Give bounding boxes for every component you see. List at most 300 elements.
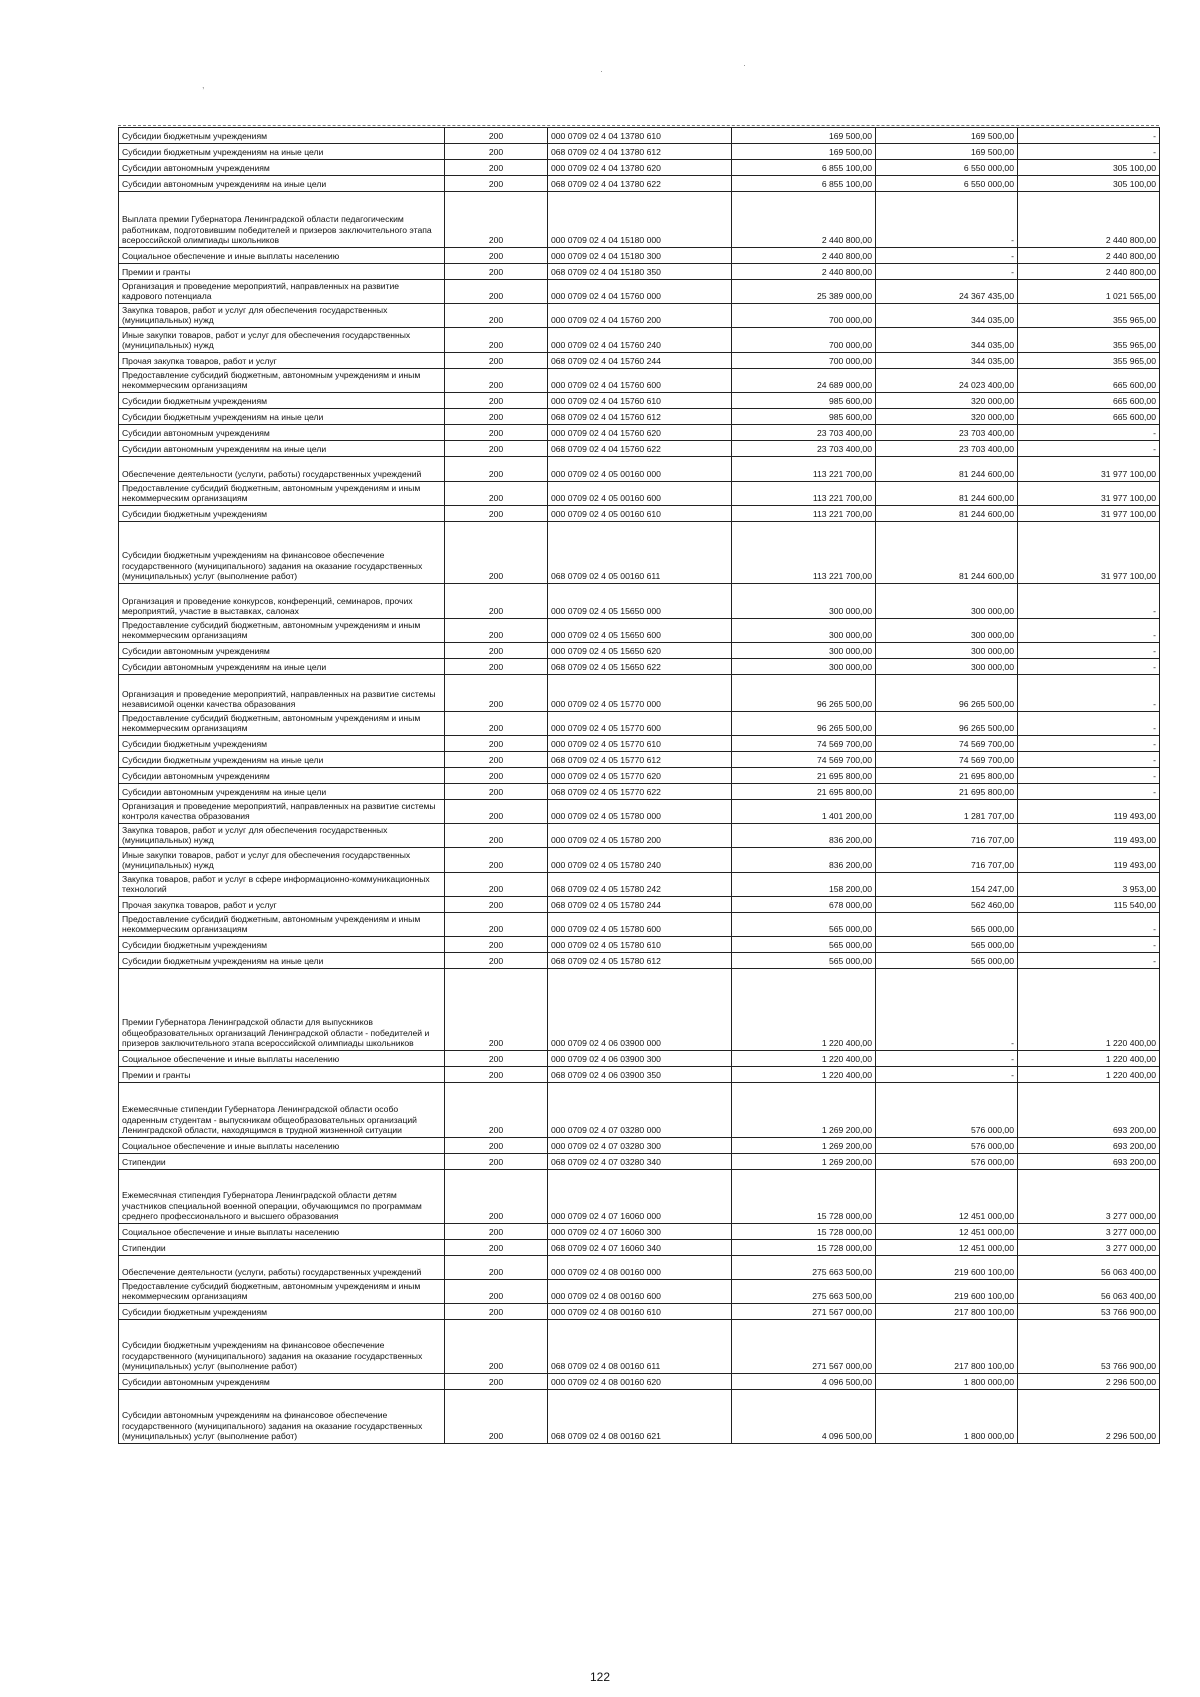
cell-unexecuted: 1 220 400,00 bbox=[1018, 1067, 1160, 1083]
cell-unexecuted: 2 296 500,00 bbox=[1018, 1374, 1160, 1390]
cell-executed: 576 000,00 bbox=[876, 1083, 1018, 1138]
cell-kbk: 000 0709 02 4 05 00160 600 bbox=[548, 482, 732, 506]
cell-unexecuted: - bbox=[1018, 736, 1160, 752]
cell-kbk: 000 0709 02 4 04 15760 600 bbox=[548, 369, 732, 393]
cell-name: Субсидии автономным учреждениям на финансовое обеспечение государственного (муниципального) задания на оказание государственных (муниципальных) услуг (выполнение работ) bbox=[119, 1390, 445, 1444]
cell-approved: 678 000,00 bbox=[732, 897, 876, 913]
cell-name: Закупка товаров, работ и услуг в сфере информационно-коммуникационных технологий bbox=[119, 873, 445, 897]
cell-code: 200 bbox=[445, 409, 548, 425]
table-top-edge bbox=[118, 125, 1159, 126]
cell-name: Субсидии бюджетным учреждениям на иные цели bbox=[119, 752, 445, 768]
cell-unexecuted: - bbox=[1018, 913, 1160, 937]
cell-executed: 344 035,00 bbox=[876, 328, 1018, 353]
cell-unexecuted: 693 200,00 bbox=[1018, 1138, 1160, 1154]
cell-code: 200 bbox=[445, 824, 548, 848]
cell-executed: 74 569 700,00 bbox=[876, 736, 1018, 752]
cell-kbk: 000 0709 02 4 08 00160 620 bbox=[548, 1374, 732, 1390]
cell-executed: 300 000,00 bbox=[876, 584, 1018, 619]
cell-code: 200 bbox=[445, 425, 548, 441]
table-row bbox=[119, 1067, 1160, 1083]
cell-name: Социальное обеспечение и иные выплаты населению bbox=[119, 1224, 445, 1240]
cell-executed: 716 707,00 bbox=[876, 848, 1018, 873]
cell-code: 200 bbox=[445, 1170, 548, 1224]
cell-unexecuted: 31 977 100,00 bbox=[1018, 522, 1160, 584]
cell-kbk: 000 0709 02 4 05 00160 000 bbox=[548, 457, 732, 482]
table-row bbox=[119, 1083, 1160, 1138]
cell-kbk: 068 0709 02 4 05 15770 612 bbox=[548, 752, 732, 768]
cell-executed: 320 000,00 bbox=[876, 393, 1018, 409]
cell-approved: 96 265 500,00 bbox=[732, 712, 876, 736]
cell-approved: 4 096 500,00 bbox=[732, 1374, 876, 1390]
cell-unexecuted: 56 063 400,00 bbox=[1018, 1280, 1160, 1304]
cell-name: Субсидии автономным учреждениям bbox=[119, 425, 445, 441]
cell-code: 200 bbox=[445, 128, 548, 144]
budget-table-body bbox=[119, 128, 1160, 1444]
cell-code: 200 bbox=[445, 1304, 548, 1320]
cell-unexecuted: 355 965,00 bbox=[1018, 353, 1160, 369]
cell-name: Социальное обеспечение и иные выплаты населению bbox=[119, 1138, 445, 1154]
cell-kbk: 000 0709 02 4 05 15650 600 bbox=[548, 619, 732, 643]
table-row bbox=[119, 264, 1160, 280]
cell-name: Субсидии бюджетным учреждениям bbox=[119, 393, 445, 409]
cell-code: 200 bbox=[445, 675, 548, 712]
cell-unexecuted: 305 100,00 bbox=[1018, 160, 1160, 176]
cell-executed: 300 000,00 bbox=[876, 659, 1018, 675]
table-row bbox=[119, 409, 1160, 425]
cell-code: 200 bbox=[445, 643, 548, 659]
table-row bbox=[119, 192, 1160, 248]
cell-name: Субсидии бюджетным учреждениям на иные цели bbox=[119, 953, 445, 969]
cell-kbk: 000 0709 02 4 07 16060 000 bbox=[548, 1170, 732, 1224]
cell-name: Субсидии бюджетным учреждениям на иные цели bbox=[119, 409, 445, 425]
cell-kbk: 000 0709 02 4 05 15770 620 bbox=[548, 768, 732, 784]
cell-unexecuted: 355 965,00 bbox=[1018, 328, 1160, 353]
table-row bbox=[119, 584, 1160, 619]
cell-executed: 219 600 100,00 bbox=[876, 1280, 1018, 1304]
cell-executed: 344 035,00 bbox=[876, 353, 1018, 369]
cell-kbk: 000 0709 02 4 05 15780 200 bbox=[548, 824, 732, 848]
cell-executed: 300 000,00 bbox=[876, 643, 1018, 659]
cell-name: Субсидии бюджетным учреждениям на иные цели bbox=[119, 144, 445, 160]
page-number: 122 bbox=[589, 1670, 611, 1684]
cell-kbk: 000 0709 02 4 04 15760 620 bbox=[548, 425, 732, 441]
cell-name: Субсидии автономным учреждениям на иные цели bbox=[119, 176, 445, 192]
cell-unexecuted: 665 600,00 bbox=[1018, 393, 1160, 409]
cell-name: Социальное обеспечение и иные выплаты населению bbox=[119, 1051, 445, 1067]
cell-code: 200 bbox=[445, 144, 548, 160]
cell-unexecuted: 3 277 000,00 bbox=[1018, 1170, 1160, 1224]
cell-unexecuted: 53 766 900,00 bbox=[1018, 1304, 1160, 1320]
table-row bbox=[119, 1170, 1160, 1224]
table-row bbox=[119, 1304, 1160, 1320]
cell-executed: 169 500,00 bbox=[876, 128, 1018, 144]
cell-kbk: 000 0709 02 4 07 16060 300 bbox=[548, 1224, 732, 1240]
cell-approved: 23 703 400,00 bbox=[732, 441, 876, 457]
cell-kbk: 068 0709 02 4 05 15770 622 bbox=[548, 784, 732, 800]
cell-executed: 1 281 707,00 bbox=[876, 800, 1018, 824]
cell-name: Иные закупки товаров, работ и услуг для обеспечения государственных (муниципальных) нужд bbox=[119, 848, 445, 873]
table-row bbox=[119, 1320, 1160, 1374]
cell-kbk: 068 0709 02 4 04 15760 622 bbox=[548, 441, 732, 457]
cell-kbk: 000 0709 02 4 05 15780 610 bbox=[548, 937, 732, 953]
cell-kbk: 068 0709 02 4 04 13780 612 bbox=[548, 144, 732, 160]
cell-executed: 12 451 000,00 bbox=[876, 1224, 1018, 1240]
scan-mark: · bbox=[600, 66, 603, 76]
cell-unexecuted: - bbox=[1018, 425, 1160, 441]
cell-approved: 4 096 500,00 bbox=[732, 1390, 876, 1444]
cell-code: 200 bbox=[445, 873, 548, 897]
cell-executed: 1 800 000,00 bbox=[876, 1390, 1018, 1444]
cell-unexecuted: - bbox=[1018, 144, 1160, 160]
cell-approved: 1 269 200,00 bbox=[732, 1154, 876, 1170]
cell-unexecuted: 3 277 000,00 bbox=[1018, 1224, 1160, 1240]
cell-executed: 576 000,00 bbox=[876, 1138, 1018, 1154]
cell-kbk: 000 0709 02 4 05 15780 240 bbox=[548, 848, 732, 873]
table-row bbox=[119, 176, 1160, 192]
cell-name: Субсидии бюджетным учреждениям bbox=[119, 736, 445, 752]
cell-kbk: 000 0709 02 4 05 15650 620 bbox=[548, 643, 732, 659]
cell-unexecuted: - bbox=[1018, 768, 1160, 784]
cell-unexecuted: - bbox=[1018, 712, 1160, 736]
cell-approved: 113 221 700,00 bbox=[732, 482, 876, 506]
cell-code: 200 bbox=[445, 1390, 548, 1444]
cell-approved: 21 695 800,00 bbox=[732, 784, 876, 800]
cell-kbk: 000 0709 02 4 08 00160 600 bbox=[548, 1280, 732, 1304]
cell-unexecuted: 56 063 400,00 bbox=[1018, 1256, 1160, 1280]
cell-kbk: 000 0709 02 4 08 00160 610 bbox=[548, 1304, 732, 1320]
cell-unexecuted: 1 220 400,00 bbox=[1018, 1051, 1160, 1067]
table-row bbox=[119, 1280, 1160, 1304]
cell-kbk: 000 0709 02 4 04 15760 610 bbox=[548, 393, 732, 409]
cell-kbk: 068 0709 02 4 04 13780 622 bbox=[548, 176, 732, 192]
cell-unexecuted: - bbox=[1018, 675, 1160, 712]
cell-kbk: 000 0709 02 4 07 03280 300 bbox=[548, 1138, 732, 1154]
table-row bbox=[119, 736, 1160, 752]
cell-executed: 96 265 500,00 bbox=[876, 712, 1018, 736]
cell-executed: 565 000,00 bbox=[876, 953, 1018, 969]
cell-code: 200 bbox=[445, 369, 548, 393]
cell-code: 200 bbox=[445, 800, 548, 824]
table-row bbox=[119, 848, 1160, 873]
cell-unexecuted: 31 977 100,00 bbox=[1018, 457, 1160, 482]
cell-code: 200 bbox=[445, 1067, 548, 1083]
cell-approved: 985 600,00 bbox=[732, 409, 876, 425]
cell-kbk: 068 0709 02 4 06 03900 350 bbox=[548, 1067, 732, 1083]
table-row bbox=[119, 659, 1160, 675]
table-row bbox=[119, 393, 1160, 409]
cell-name: Субсидии автономным учреждениям на иные цели bbox=[119, 784, 445, 800]
cell-unexecuted: - bbox=[1018, 659, 1160, 675]
cell-executed: - bbox=[876, 192, 1018, 248]
cell-name: Прочая закупка товаров, работ и услуг bbox=[119, 353, 445, 369]
cell-name: Обеспечение деятельности (услуги, работы) государственных учреждений bbox=[119, 457, 445, 482]
cell-kbk: 000 0709 02 4 05 00160 610 bbox=[548, 506, 732, 522]
cell-code: 200 bbox=[445, 1256, 548, 1280]
cell-executed: 24 367 435,00 bbox=[876, 280, 1018, 304]
table-row bbox=[119, 1138, 1160, 1154]
cell-unexecuted: 355 965,00 bbox=[1018, 304, 1160, 328]
cell-approved: 700 000,00 bbox=[732, 328, 876, 353]
table-row bbox=[119, 1390, 1160, 1444]
table-row bbox=[119, 304, 1160, 328]
cell-approved: 836 200,00 bbox=[732, 824, 876, 848]
cell-executed: - bbox=[876, 248, 1018, 264]
table-row bbox=[119, 784, 1160, 800]
cell-approved: 300 000,00 bbox=[732, 643, 876, 659]
cell-approved: 985 600,00 bbox=[732, 393, 876, 409]
cell-executed: 12 451 000,00 bbox=[876, 1170, 1018, 1224]
table-row bbox=[119, 712, 1160, 736]
cell-approved: 700 000,00 bbox=[732, 304, 876, 328]
cell-name: Субсидии автономным учреждениям на иные цели bbox=[119, 659, 445, 675]
cell-executed: 217 800 100,00 bbox=[876, 1320, 1018, 1374]
cell-executed: 169 500,00 bbox=[876, 144, 1018, 160]
cell-name: Субсидии бюджетным учреждениям bbox=[119, 1304, 445, 1320]
cell-kbk: 068 0709 02 4 05 15780 244 bbox=[548, 897, 732, 913]
cell-kbk: 000 0709 02 4 04 13780 620 bbox=[548, 160, 732, 176]
cell-code: 200 bbox=[445, 506, 548, 522]
cell-approved: 836 200,00 bbox=[732, 848, 876, 873]
table-row bbox=[119, 643, 1160, 659]
cell-executed: 219 600 100,00 bbox=[876, 1256, 1018, 1280]
cell-name: Иные закупки товаров, работ и услуг для обеспечения государственных (муниципальных) нужд bbox=[119, 328, 445, 353]
cell-kbk: 000 0709 02 4 05 15770 600 bbox=[548, 712, 732, 736]
cell-kbk: 068 0709 02 4 05 00160 611 bbox=[548, 522, 732, 584]
cell-code: 200 bbox=[445, 969, 548, 1051]
cell-approved: 565 000,00 bbox=[732, 937, 876, 953]
cell-name: Субсидии бюджетным учреждениям на финансовое обеспечение государственного (муниципального) задания на оказание государственных (муниципальных) услуг (выполнение работ) bbox=[119, 522, 445, 584]
cell-executed: 6 550 000,00 bbox=[876, 176, 1018, 192]
cell-code: 200 bbox=[445, 304, 548, 328]
cell-approved: 1 220 400,00 bbox=[732, 969, 876, 1051]
cell-name: Субсидии автономным учреждениям bbox=[119, 1374, 445, 1390]
cell-unexecuted: - bbox=[1018, 937, 1160, 953]
cell-executed: 716 707,00 bbox=[876, 824, 1018, 848]
cell-approved: 113 221 700,00 bbox=[732, 506, 876, 522]
cell-code: 200 bbox=[445, 1138, 548, 1154]
cell-unexecuted: 1 220 400,00 bbox=[1018, 969, 1160, 1051]
cell-name: Субсидии автономным учреждениям bbox=[119, 160, 445, 176]
cell-kbk: 000 0709 02 4 04 15180 300 bbox=[548, 248, 732, 264]
cell-approved: 6 855 100,00 bbox=[732, 176, 876, 192]
cell-code: 200 bbox=[445, 736, 548, 752]
cell-approved: 1 401 200,00 bbox=[732, 800, 876, 824]
cell-unexecuted: 693 200,00 bbox=[1018, 1083, 1160, 1138]
cell-unexecuted: - bbox=[1018, 619, 1160, 643]
cell-unexecuted: - bbox=[1018, 752, 1160, 768]
cell-approved: 25 389 000,00 bbox=[732, 280, 876, 304]
cell-approved: 1 269 200,00 bbox=[732, 1138, 876, 1154]
cell-kbk: 000 0709 02 4 05 15780 600 bbox=[548, 913, 732, 937]
cell-name: Ежемесячные стипендии Губернатора Ленинградской области особо одаренным студентам - выпускникам общеобразовательных организаций Ленинградской области, находящимся в трудной жизненной ситуации bbox=[119, 1083, 445, 1138]
cell-approved: 15 728 000,00 bbox=[732, 1224, 876, 1240]
cell-unexecuted: 665 600,00 bbox=[1018, 409, 1160, 425]
cell-name: Организация и проведение мероприятий, направленных на развитие кадрового потенциала bbox=[119, 280, 445, 304]
cell-kbk: 000 0709 02 4 05 15650 000 bbox=[548, 584, 732, 619]
cell-unexecuted: 2 296 500,00 bbox=[1018, 1390, 1160, 1444]
cell-executed: - bbox=[876, 1067, 1018, 1083]
cell-unexecuted: 115 540,00 bbox=[1018, 897, 1160, 913]
cell-approved: 300 000,00 bbox=[732, 619, 876, 643]
cell-unexecuted: 2 440 800,00 bbox=[1018, 192, 1160, 248]
cell-approved: 24 689 000,00 bbox=[732, 369, 876, 393]
scan-mark: · bbox=[743, 60, 746, 70]
cell-kbk: 000 0709 02 4 08 00160 000 bbox=[548, 1256, 732, 1280]
table-row bbox=[119, 522, 1160, 584]
cell-unexecuted: - bbox=[1018, 643, 1160, 659]
cell-approved: 15 728 000,00 bbox=[732, 1240, 876, 1256]
cell-code: 200 bbox=[445, 160, 548, 176]
cell-approved: 2 440 800,00 bbox=[732, 264, 876, 280]
cell-name: Предоставление субсидий бюджетным, автономным учреждениям и иным некоммерческим организациям bbox=[119, 482, 445, 506]
cell-kbk: 000 0709 02 4 05 15780 000 bbox=[548, 800, 732, 824]
cell-code: 200 bbox=[445, 1154, 548, 1170]
cell-approved: 113 221 700,00 bbox=[732, 457, 876, 482]
cell-approved: 23 703 400,00 bbox=[732, 425, 876, 441]
cell-executed: 81 244 600,00 bbox=[876, 506, 1018, 522]
cell-unexecuted: - bbox=[1018, 441, 1160, 457]
cell-approved: 275 663 500,00 bbox=[732, 1280, 876, 1304]
cell-unexecuted: 119 493,00 bbox=[1018, 848, 1160, 873]
cell-name: Предоставление субсидий бюджетным, автономным учреждениям и иным некоммерческим организациям bbox=[119, 369, 445, 393]
cell-executed: 21 695 800,00 bbox=[876, 768, 1018, 784]
cell-unexecuted: 3 277 000,00 bbox=[1018, 1240, 1160, 1256]
cell-kbk: 000 0709 02 4 07 03280 000 bbox=[548, 1083, 732, 1138]
cell-executed: 576 000,00 bbox=[876, 1154, 1018, 1170]
cell-unexecuted: 665 600,00 bbox=[1018, 369, 1160, 393]
cell-name: Стипендии bbox=[119, 1240, 445, 1256]
cell-code: 200 bbox=[445, 659, 548, 675]
table-row bbox=[119, 953, 1160, 969]
table-row bbox=[119, 913, 1160, 937]
cell-unexecuted: 31 977 100,00 bbox=[1018, 482, 1160, 506]
cell-name: Предоставление субсидий бюджетным, автономным учреждениям и иным некоммерческим организациям bbox=[119, 913, 445, 937]
cell-approved: 169 500,00 bbox=[732, 144, 876, 160]
table-row bbox=[119, 457, 1160, 482]
cell-executed: - bbox=[876, 1051, 1018, 1067]
cell-code: 200 bbox=[445, 1083, 548, 1138]
cell-executed: 21 695 800,00 bbox=[876, 784, 1018, 800]
cell-code: 200 bbox=[445, 192, 548, 248]
table-row bbox=[119, 482, 1160, 506]
cell-executed: 6 550 000,00 bbox=[876, 160, 1018, 176]
cell-name: Организация и проведение мероприятий, направленных на развитие системы независимой оценки качества образования bbox=[119, 675, 445, 712]
table-row bbox=[119, 1224, 1160, 1240]
cell-executed: 81 244 600,00 bbox=[876, 457, 1018, 482]
cell-code: 200 bbox=[445, 280, 548, 304]
cell-code: 200 bbox=[445, 482, 548, 506]
table-row bbox=[119, 353, 1160, 369]
cell-approved: 15 728 000,00 bbox=[732, 1170, 876, 1224]
cell-unexecuted: 31 977 100,00 bbox=[1018, 506, 1160, 522]
table-row bbox=[119, 937, 1160, 953]
cell-kbk: 000 0709 02 4 05 15770 610 bbox=[548, 736, 732, 752]
cell-executed: 81 244 600,00 bbox=[876, 482, 1018, 506]
cell-name: Субсидии автономным учреждениям bbox=[119, 643, 445, 659]
cell-executed: 300 000,00 bbox=[876, 619, 1018, 643]
cell-kbk: 000 0709 02 4 06 03900 300 bbox=[548, 1051, 732, 1067]
cell-kbk: 068 0709 02 4 07 03280 340 bbox=[548, 1154, 732, 1170]
cell-executed: 320 000,00 bbox=[876, 409, 1018, 425]
cell-code: 200 bbox=[445, 848, 548, 873]
cell-unexecuted: - bbox=[1018, 128, 1160, 144]
cell-code: 200 bbox=[445, 457, 548, 482]
cell-name: Субсидии бюджетным учреждениям bbox=[119, 937, 445, 953]
cell-name: Ежемесячная стипендия Губернатора Ленинградской области детям участников специальной военной операции, обучающимся по программам среднего профессионального и высшего образования bbox=[119, 1170, 445, 1224]
cell-name: Субсидии бюджетным учреждениям bbox=[119, 506, 445, 522]
table-row bbox=[119, 800, 1160, 824]
cell-approved: 300 000,00 bbox=[732, 659, 876, 675]
table-row bbox=[119, 873, 1160, 897]
cell-name: Обеспечение деятельности (услуги, работы) государственных учреждений bbox=[119, 1256, 445, 1280]
table-row bbox=[119, 160, 1160, 176]
cell-name: Закупка товаров, работ и услуг для обеспечения государственных (муниципальных) нужд bbox=[119, 304, 445, 328]
cell-code: 200 bbox=[445, 937, 548, 953]
cell-approved: 1 220 400,00 bbox=[732, 1051, 876, 1067]
cell-code: 200 bbox=[445, 768, 548, 784]
scan-mark: , bbox=[202, 80, 205, 90]
cell-name: Премии и гранты bbox=[119, 1067, 445, 1083]
cell-executed: 23 703 400,00 bbox=[876, 441, 1018, 457]
table-row bbox=[119, 128, 1160, 144]
cell-code: 200 bbox=[445, 897, 548, 913]
cell-approved: 300 000,00 bbox=[732, 584, 876, 619]
cell-code: 200 bbox=[445, 953, 548, 969]
cell-kbk: 068 0709 02 4 05 15780 242 bbox=[548, 873, 732, 897]
cell-unexecuted: 2 440 800,00 bbox=[1018, 248, 1160, 264]
cell-code: 200 bbox=[445, 1320, 548, 1374]
table-row bbox=[119, 369, 1160, 393]
cell-approved: 96 265 500,00 bbox=[732, 675, 876, 712]
table-row bbox=[119, 824, 1160, 848]
cell-unexecuted: 2 440 800,00 bbox=[1018, 264, 1160, 280]
table-row bbox=[119, 675, 1160, 712]
cell-code: 200 bbox=[445, 584, 548, 619]
cell-executed: 81 244 600,00 bbox=[876, 522, 1018, 584]
cell-name: Предоставление субсидий бюджетным, автономным учреждениям и иным некоммерческим организациям bbox=[119, 619, 445, 643]
table-row bbox=[119, 1374, 1160, 1390]
table-row bbox=[119, 280, 1160, 304]
cell-name: Премии Губернатора Ленинградской области для выпускников общеобразовательных организаций Ленинградской области - победителей и призеров заключительного этапа всероссийской олимпиады школьников bbox=[119, 969, 445, 1051]
cell-kbk: 000 0709 02 4 06 03900 000 bbox=[548, 969, 732, 1051]
cell-unexecuted: 693 200,00 bbox=[1018, 1154, 1160, 1170]
cell-executed: 96 265 500,00 bbox=[876, 675, 1018, 712]
cell-executed: 154 247,00 bbox=[876, 873, 1018, 897]
cell-kbk: 000 0709 02 4 04 15180 000 bbox=[548, 192, 732, 248]
cell-kbk: 068 0709 02 4 08 00160 621 bbox=[548, 1390, 732, 1444]
cell-name: Предоставление субсидий бюджетным, автономным учреждениям и иным некоммерческим организациям bbox=[119, 1280, 445, 1304]
cell-kbk: 000 0709 02 4 04 15760 200 bbox=[548, 304, 732, 328]
cell-kbk: 000 0709 02 4 04 15760 000 bbox=[548, 280, 732, 304]
table-row bbox=[119, 1051, 1160, 1067]
cell-approved: 565 000,00 bbox=[732, 953, 876, 969]
cell-kbk: 068 0709 02 4 07 16060 340 bbox=[548, 1240, 732, 1256]
cell-code: 200 bbox=[445, 1374, 548, 1390]
table-row bbox=[119, 1240, 1160, 1256]
cell-approved: 21 695 800,00 bbox=[732, 768, 876, 784]
cell-unexecuted: 3 953,00 bbox=[1018, 873, 1160, 897]
cell-code: 200 bbox=[445, 1224, 548, 1240]
table-row bbox=[119, 752, 1160, 768]
cell-approved: 74 569 700,00 bbox=[732, 752, 876, 768]
cell-kbk: 068 0709 02 4 05 15780 612 bbox=[548, 953, 732, 969]
table-row bbox=[119, 441, 1160, 457]
cell-unexecuted: 53 766 900,00 bbox=[1018, 1320, 1160, 1374]
cell-kbk: 000 0709 02 4 04 15760 240 bbox=[548, 328, 732, 353]
cell-approved: 271 567 000,00 bbox=[732, 1320, 876, 1374]
cell-executed: 1 800 000,00 bbox=[876, 1374, 1018, 1390]
cell-approved: 565 000,00 bbox=[732, 913, 876, 937]
